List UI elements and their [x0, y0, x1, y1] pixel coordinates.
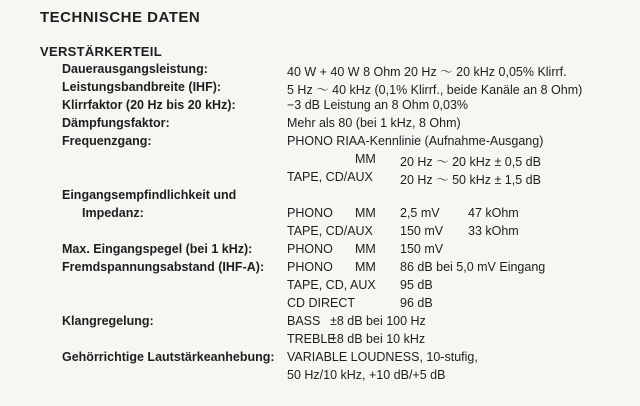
- spec-value: 86 dB bei 5,0 mV Eingang: [400, 260, 546, 274]
- spec-label: Impedanz:: [82, 206, 144, 220]
- spec-value: 40 W + 40 W 8 Ohm 20 Hz ～ 20 kHz 0,05% Klirrf.: [287, 65, 567, 79]
- spec-value: MM: [355, 260, 376, 274]
- spec-value: 95 dB: [400, 278, 433, 292]
- spec-label: Dauerausgangsleistung:: [62, 62, 208, 76]
- spec-row: [0, 332, 640, 350]
- spec-value: 2,5 mV: [400, 206, 440, 220]
- spec-label: Max. Eingangspegel (bei 1 kHz):: [62, 242, 253, 256]
- spec-label: Fremdspannungsabstand (IHF-A):: [62, 260, 265, 274]
- spec-row: [0, 314, 640, 332]
- spec-value: PHONO: [287, 260, 333, 274]
- spec-row: [0, 80, 640, 98]
- spec-row: [0, 368, 640, 386]
- spec-value: 47 kOhm: [468, 206, 519, 220]
- spec-row: [0, 296, 640, 314]
- spec-value: MM: [355, 206, 376, 220]
- spec-value: 33 kOhm: [468, 224, 519, 238]
- page-title: TECHNISCHE DATEN: [40, 9, 201, 26]
- spec-value: Mehr als 80 (bei 1 kHz, 8 Ohm): [287, 116, 461, 130]
- spec-label: Leistungsbandbreite (IHF):: [62, 80, 222, 94]
- spec-value: TAPE, CD/AUX: [287, 224, 373, 238]
- spec-label: Eingangsempfindlichkeit und: [62, 188, 237, 202]
- spec-value: MM: [355, 242, 376, 256]
- spec-value: BASS: [287, 314, 321, 328]
- spec-value: TAPE, CD, AUX: [287, 278, 376, 292]
- spec-row: [0, 350, 640, 368]
- spec-row: [0, 62, 640, 80]
- spec-value: MM: [355, 152, 376, 166]
- spec-value: 20 Hz ～ 20 kHz ± 0,5 dB: [400, 155, 541, 169]
- spec-row: [0, 242, 640, 260]
- spec-value: ±8 dB bei 10 kHz: [330, 332, 426, 346]
- spec-row: [0, 98, 640, 116]
- spec-value: VARIABLE LOUDNESS, 10-stufig,: [287, 350, 478, 364]
- spec-row: [0, 260, 640, 278]
- spec-row: [0, 152, 640, 170]
- spec-label: Frequenzgang:: [62, 134, 152, 148]
- spec-row: [0, 206, 640, 224]
- spec-value: 150 mV: [400, 224, 444, 238]
- spec-value: TAPE, CD/AUX: [287, 170, 373, 184]
- spec-value: −3 dB Leistung an 8 Ohm 0,03%: [287, 98, 469, 112]
- spec-row: [0, 116, 640, 134]
- spec-value: 5 Hz ～ 40 kHz (0,1% Klirrf., beide Kanäle an 8 Ohm): [287, 83, 583, 97]
- spec-value: 150 mV: [400, 242, 444, 256]
- spec-value: TREBLE: [287, 332, 336, 346]
- spec-row: [0, 134, 640, 152]
- spec-row: [0, 224, 640, 242]
- spec-value: PHONO RIAA-Kennlinie (Aufnahme-Ausgang): [287, 134, 544, 148]
- spec-label: Dämpfungsfaktor:: [62, 116, 170, 130]
- spec-value: ±8 dB bei 100 Hz: [330, 314, 426, 328]
- spec-value: 96 dB: [400, 296, 433, 310]
- spec-value: 50 Hz/10 kHz, +10 dB/+5 dB: [287, 368, 446, 382]
- spec-row: [0, 188, 640, 206]
- spec-value: CD DIRECT: [287, 296, 356, 310]
- spec-value: 20 Hz ～ 50 kHz ± 1,5 dB: [400, 173, 541, 187]
- spec-value: PHONO: [287, 206, 333, 220]
- spec-row: [0, 278, 640, 296]
- spec-label: Gehörrichtige Lautstärkeanhebung:: [62, 350, 275, 364]
- spec-label: Klirrfaktor (20 Hz bis 20 kHz):: [62, 98, 236, 112]
- spec-value: PHONO: [287, 242, 333, 256]
- spec-label: Klangregelung:: [62, 314, 154, 328]
- spec-row: [0, 170, 640, 188]
- section-heading: VERSTÄRKERTEIL: [40, 44, 162, 59]
